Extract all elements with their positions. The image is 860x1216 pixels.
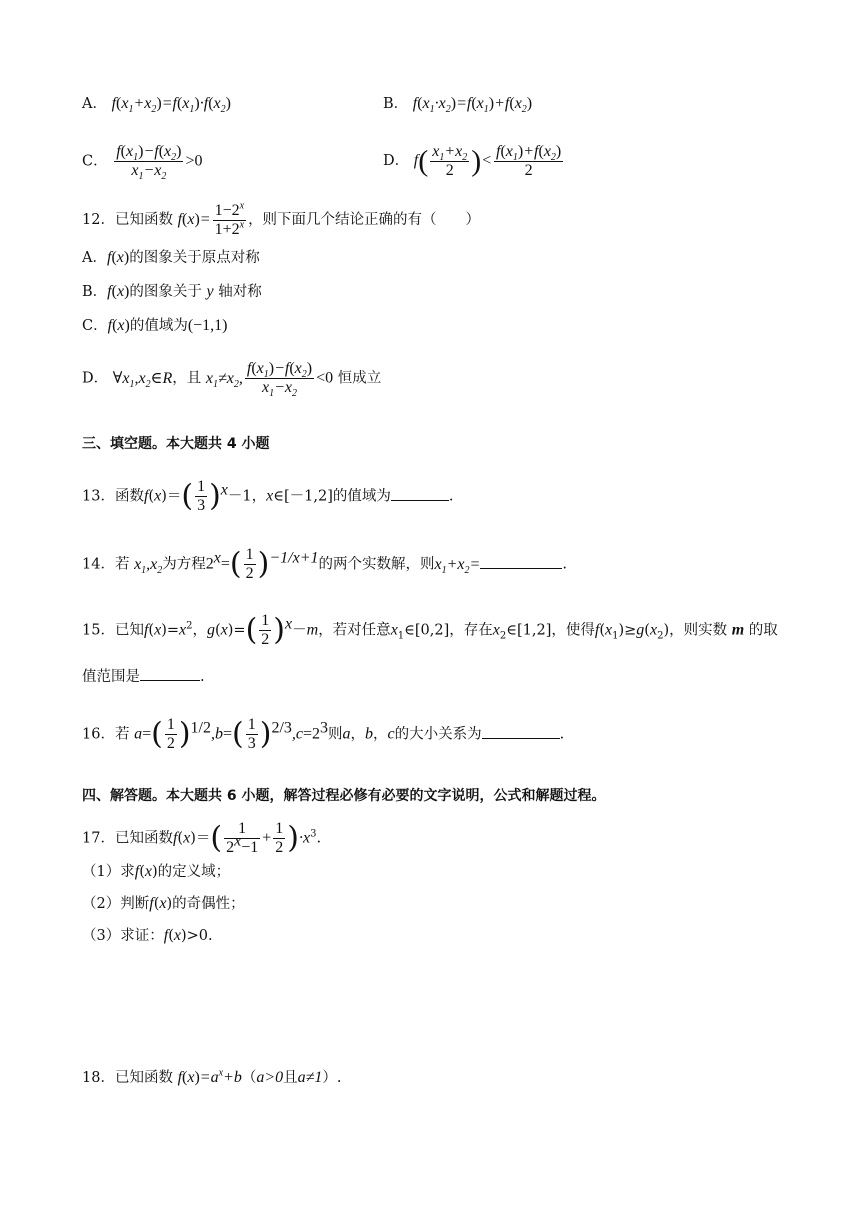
q17-stem: 17．已知函数f(x)＝( $\frac{1}{2^x-1}$ + $\frac{1}{2}$ )$\cdot x^3$. xyxy=(82,820,322,856)
q11-option-d: D． f( $\frac{x_1+x_2}{2}$ )< $\frac{f(x_1)+f(x_2)}{2}$ xyxy=(383,143,565,180)
q11-option-c-fraction: $\frac{f(x_1)-f(x_2)}{x_1-x_2}$ xyxy=(116,143,182,183)
q12-option-b: B．f(x)的图象关于 y 轴对称 xyxy=(82,283,262,300)
q11-option-b-math: $f(x_1\cdot x_2)=f(x_1)+f(x_2)$ xyxy=(412,95,533,116)
q13: 13．函数f(x)＝( $\frac{1}{3}$ )$^x$－1，x∈[－1,2]的值域为 . xyxy=(82,478,454,514)
q12-option-a: A．f(x)的图象关于原点对称 xyxy=(82,249,260,266)
q12-option-c: C．f(x)的值域为(−1,1) xyxy=(82,317,228,334)
q11-option-d-math: f( $\frac{x_1+x_2}{2}$ )< $\frac{f(x_1)+f(x_2)}{2}$ xyxy=(413,143,562,179)
q12-stem: 12．已知函数 f(x)= $\frac{1-2^x}{1+2^x}$ ，则下面几个结论正确的有（ ） xyxy=(82,200,481,238)
q11-option-a-math: $f(x_1+x_2)=f(x_1)\cdot f(x_2)$ xyxy=(111,95,231,116)
q15-line-1: 15．已知$f(x)=x^2$，g(x)=( $\frac{1}{2}$ )$^x$－m，若对任意$x_1\in[0,2]$，存在$x_2\in[1,2]$，使得$f(x_1)\ge g(x_2)$，则实数 m 的取 xyxy=(82,612,778,648)
q11-option-c: C． $\frac{f(x_1)-f(x_2)}{x_1-x_2}$ >0 xyxy=(82,143,203,183)
q11-option-a: A． $f(x_1+x_2)=f(x_1)\cdot f(x_2)$ xyxy=(82,95,231,116)
q15-line-2: 值范围是 . xyxy=(82,666,205,687)
q13-answer-blank[interactable] xyxy=(391,486,449,501)
q15-answer-blank[interactable] xyxy=(140,666,200,681)
q14-answer-blank[interactable] xyxy=(480,554,562,569)
q16-answer-blank[interactable] xyxy=(482,724,560,739)
q17-part-3: （3）求证：f(x)>0. xyxy=(82,927,213,944)
q17-part-2: （2）判断f(x)的奇偶性； xyxy=(82,895,245,912)
q11-option-b: B． $f(x_1\cdot x_2)=f(x_1)+f(x_2)$ xyxy=(383,95,533,116)
q12-option-d: D． $\forall x_1,x_2\in R$，且 $x_1\ne x_2$, $\frac{f(x_1)-f(x_2)}{x_1-x_2}$ <0 恒成立 xyxy=(82,360,382,400)
q17-part-1: （1）求f(x)的定义域； xyxy=(82,863,231,880)
section-3-title: 三、填空题。本大题共 4 小题 xyxy=(82,436,270,452)
section-4-title: 四、解答题。本大题共 6 小题，解答过程必修有必要的文字说明，公式和解题过程。 xyxy=(82,788,606,804)
q16: 16．若 a=( $\frac{1}{2}$ )$^{1/2}$,b=( $\frac{1}{3}$ )$^{2/3},c=2^3$则a，b，c的大小关系为 . xyxy=(82,716,565,752)
q12-function-def: f(x)= $\frac{1-2^x}{1+2^x}$ xyxy=(177,200,245,238)
q18-stem: 18．已知函数 $f(x)=a^x+b(a>0$且a≠1）. xyxy=(82,1067,342,1086)
q14: 14．若 $x_1,x_2$为方程$2^x=$( $\frac{1}{2}$ )$^{-1/x+1}$的两个实数解，则$x_1+x_2=$ . xyxy=(82,546,567,582)
